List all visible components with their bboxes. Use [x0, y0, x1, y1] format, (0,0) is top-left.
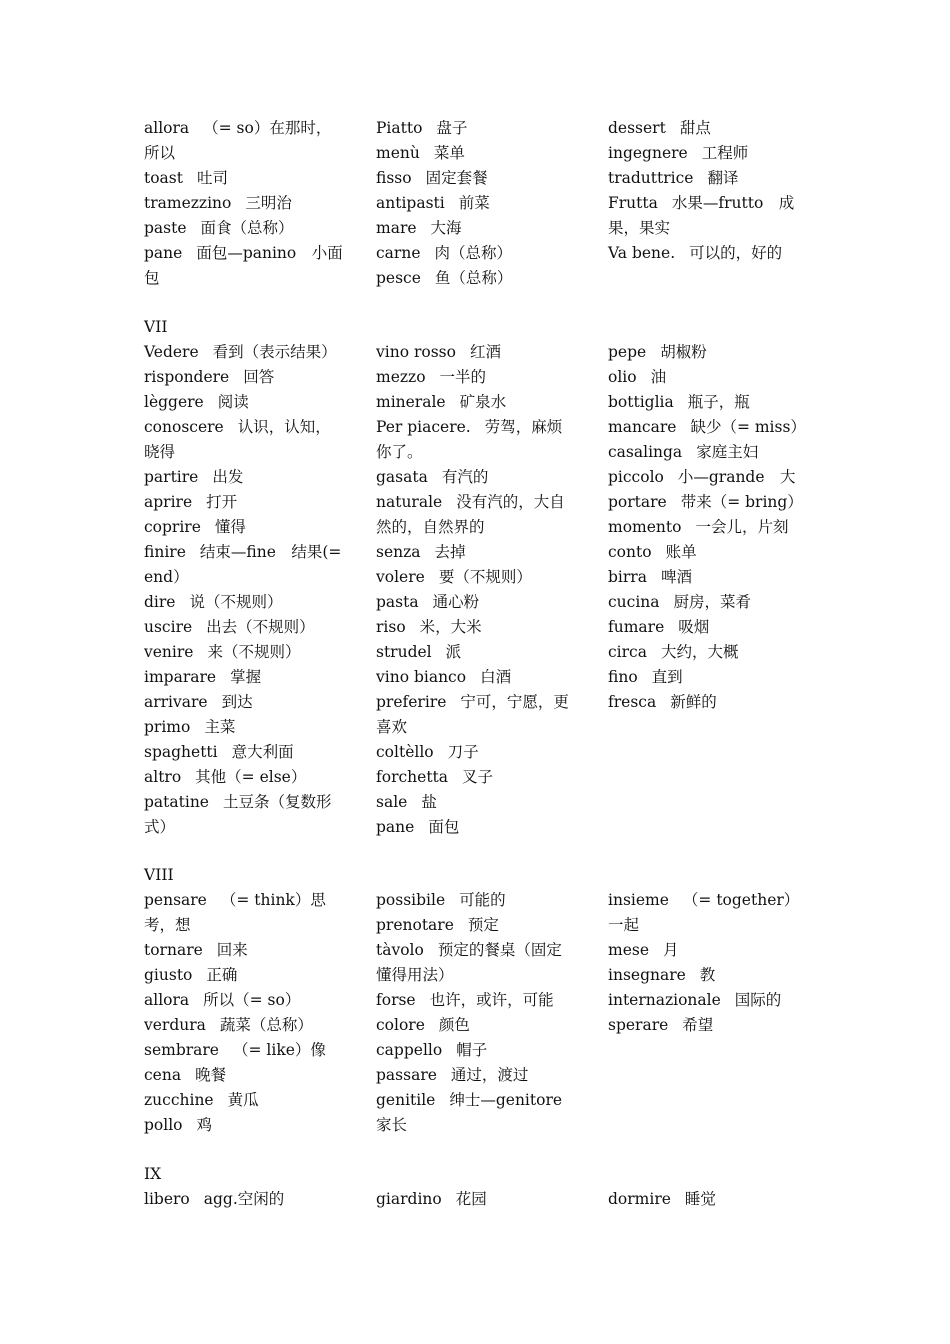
chinese-meaning: 红酒: [469, 343, 501, 361]
italian-word: internazionale: [608, 991, 721, 1009]
chinese-meaning: 所以（= so）: [203, 991, 301, 1009]
chinese-meaning: 面包—panino 小面包: [144, 244, 343, 287]
vocab-entry: [144, 615, 344, 640]
chinese-meaning: 其他（= else）: [195, 768, 307, 786]
italian-word: pepe: [608, 343, 647, 361]
vocab-column-1: [144, 340, 344, 840]
chinese-meaning: 白酒: [480, 668, 512, 686]
vocab-entry: [608, 888, 808, 938]
italian-word: allora: [144, 119, 190, 137]
chinese-meaning: 正确: [206, 966, 238, 984]
chinese-meaning: 回答: [243, 368, 275, 386]
chinese-meaning: 面包: [428, 818, 460, 836]
italian-word: sembrare: [144, 1041, 219, 1059]
chinese-meaning: 油: [650, 368, 667, 386]
italian-word: volere: [376, 568, 425, 586]
chinese-meaning: 鱼（总称）: [434, 269, 513, 287]
italian-word: allora: [144, 991, 190, 1009]
italian-word: fumare: [608, 618, 665, 636]
chinese-meaning: 一半的: [439, 368, 487, 386]
italian-word: Frutta: [608, 194, 658, 212]
vocab-entry: [376, 615, 576, 640]
vocab-entry: [144, 1187, 344, 1212]
chinese-meaning: 宁可，宁愿，更喜欢: [376, 693, 569, 736]
italian-word: casalinga: [608, 443, 683, 461]
chinese-meaning: 掌握: [230, 668, 262, 686]
vocab-entry: [608, 540, 808, 565]
italian-word: zucchine: [144, 1091, 214, 1109]
italian-word: rispondere: [144, 368, 230, 386]
italian-word: possibile: [376, 891, 446, 909]
vocab-entry: [376, 765, 576, 790]
chinese-meaning: 国际的: [734, 991, 782, 1009]
italian-word: prenotare: [376, 916, 454, 934]
chinese-meaning: 预定: [467, 916, 499, 934]
italian-word: antipasti: [376, 194, 445, 212]
vocab-entry: [376, 590, 576, 615]
vocab-column-1: [144, 888, 344, 1138]
vocab-entry: [144, 1038, 344, 1063]
italian-word: strudel: [376, 643, 432, 661]
italian-word: cappello: [376, 1041, 443, 1059]
vocab-column-3: [608, 340, 808, 715]
vocab-entry: [376, 191, 576, 216]
chinese-meaning: 通过，渡过: [450, 1066, 529, 1084]
chinese-meaning: 来（不规则）: [207, 643, 301, 661]
italian-word: libero: [144, 1190, 190, 1208]
vocab-entry: [376, 988, 576, 1013]
italian-word: bottiglia: [608, 393, 674, 411]
vocab-entry: [608, 963, 808, 988]
vocab-entry: [144, 490, 344, 515]
vocab-entry: [376, 1088, 576, 1138]
vocab-entry: [608, 390, 808, 415]
italian-word: Vedere: [144, 343, 199, 361]
vocab-entry: [376, 888, 576, 913]
italian-word: genitile: [376, 1091, 436, 1109]
italian-word: menù: [376, 144, 420, 162]
italian-word: minerale: [376, 393, 446, 411]
italian-word: birra: [608, 568, 647, 586]
chinese-meaning: 通心粉: [432, 593, 480, 611]
vocab-entry: [376, 1187, 576, 1212]
vocab-entry: [608, 490, 808, 515]
italian-word: mese: [608, 941, 649, 959]
italian-word: gasata: [376, 468, 428, 486]
vocab-entry: [608, 340, 808, 365]
vocab-entry: [144, 166, 344, 191]
vocab-entry: [376, 790, 576, 815]
chinese-meaning: 绅士—genitore 家长: [376, 1091, 578, 1134]
vocab-entry: [608, 191, 808, 241]
chinese-meaning: 出去（不规则）: [206, 618, 315, 636]
italian-word: giardino: [376, 1190, 442, 1208]
italian-word: pollo: [144, 1116, 183, 1134]
italian-word: verdura: [144, 1016, 206, 1034]
vocab-entry: [376, 390, 576, 415]
vocab-column-2: [376, 888, 576, 1138]
chinese-meaning: 土豆条（复数形式）: [144, 793, 332, 836]
vocab-column-3: [608, 1187, 808, 1212]
chinese-meaning: 鸡: [196, 1116, 213, 1134]
vocab-entry: [376, 1063, 576, 1088]
chinese-meaning: 意大利面: [231, 743, 294, 761]
italian-word: vino rosso: [376, 343, 456, 361]
vocab-entry: [144, 665, 344, 690]
italian-word: forchetta: [376, 768, 449, 786]
italian-word: mare: [376, 219, 417, 237]
chinese-meaning: 晚餐: [195, 1066, 227, 1084]
chinese-meaning: 要（不规则）: [438, 568, 532, 586]
italian-word: traduttrice: [608, 169, 694, 187]
chinese-meaning: 结束—fine 结果(= end）: [144, 543, 342, 586]
chinese-meaning: 一会儿，片刻: [695, 518, 789, 536]
vocab-entry: [376, 141, 576, 166]
italian-word: piccolo: [608, 468, 664, 486]
vocab-entry: [608, 665, 808, 690]
vocab-entry: [608, 465, 808, 490]
italian-word: Va bene.: [608, 244, 676, 262]
chinese-meaning: 肉（总称）: [434, 244, 513, 262]
italian-word: arrivare: [144, 693, 208, 711]
italian-word: naturale: [376, 493, 443, 511]
chinese-meaning: 大约，大概: [660, 643, 739, 661]
vocab-entry: [608, 241, 808, 266]
italian-word: pane: [144, 244, 183, 262]
vocab-entry: [608, 690, 808, 715]
italian-word: venire: [144, 643, 194, 661]
vocab-entry: [608, 515, 808, 540]
italian-word: insegnare: [608, 966, 686, 984]
italian-word: mancare: [608, 418, 677, 436]
chinese-meaning: 固定套餐: [425, 169, 488, 187]
chinese-meaning: 米，大米: [419, 618, 482, 636]
chinese-meaning: 回来: [216, 941, 248, 959]
chinese-meaning: 盘子: [436, 119, 468, 137]
chinese-meaning: 睡觉: [684, 1190, 716, 1208]
chinese-meaning: 三明治: [245, 194, 292, 212]
italian-word: sale: [376, 793, 408, 811]
chinese-meaning: 蔬菜（总称）: [219, 1016, 313, 1034]
italian-word: preferire: [376, 693, 447, 711]
vocab-entry: [376, 1013, 576, 1038]
italian-word: fisso: [376, 169, 412, 187]
italian-word: altro: [144, 768, 182, 786]
chinese-meaning: 瓶子，瓶: [687, 393, 750, 411]
chinese-meaning: 刀子: [447, 743, 479, 761]
chinese-meaning: 出发: [212, 468, 244, 486]
italian-word: giusto: [144, 966, 193, 984]
italian-word: conto: [608, 543, 652, 561]
vocab-entry: [376, 415, 576, 465]
vocab-entry: [144, 216, 344, 241]
vocab-entry: [144, 116, 344, 166]
italian-word: imparare: [144, 668, 217, 686]
vocab-entry: [376, 216, 576, 241]
vocab-entry: [608, 166, 808, 191]
chinese-meaning: 教: [699, 966, 716, 984]
chinese-meaning: 有汽的: [441, 468, 489, 486]
vocab-entry: [608, 590, 808, 615]
chinese-meaning: 可以的，好的: [689, 244, 783, 262]
vocab-entry: [144, 415, 344, 465]
vocab-entry: [376, 690, 576, 740]
chinese-meaning: 缺少（= miss）: [690, 418, 806, 436]
vocab-entry: [376, 540, 576, 565]
italian-word: pesce: [376, 269, 421, 287]
chinese-meaning: 叉子: [462, 768, 494, 786]
chinese-meaning: 大海: [430, 219, 462, 237]
italian-word: fresca: [608, 693, 657, 711]
chinese-meaning: 新鲜的: [670, 693, 717, 711]
italian-word: partire: [144, 468, 199, 486]
chinese-meaning: 胡椒粉: [660, 343, 707, 361]
italian-word: fino: [608, 668, 638, 686]
vocab-entry: [144, 1063, 344, 1088]
vocab-entry: [144, 963, 344, 988]
vocab-entry: [376, 815, 576, 840]
italian-word: coprire: [144, 518, 201, 536]
vocab-entry: [144, 690, 344, 715]
italian-word: passare: [376, 1066, 437, 1084]
vocab-entry: [144, 340, 344, 365]
vocab-entry: [144, 390, 344, 415]
vocab-entry: [144, 540, 344, 590]
italian-word: Piatto: [376, 119, 423, 137]
chinese-meaning: 阅读: [217, 393, 249, 411]
italian-word: aprire: [144, 493, 193, 511]
chinese-meaning: 水果—frutto 成果，果实: [608, 194, 795, 237]
italian-word: finire: [144, 543, 186, 561]
italian-word: colore: [376, 1016, 425, 1034]
chinese-meaning: 懂得: [214, 518, 246, 536]
vocab-entry: [376, 740, 576, 765]
chinese-meaning: 面食（总称）: [200, 219, 294, 237]
chinese-meaning: 主菜: [204, 718, 236, 736]
italian-word: dessert: [608, 119, 666, 137]
vocab-entry: [144, 191, 344, 216]
vocab-entry: [608, 116, 808, 141]
chinese-meaning: 吐司: [197, 169, 229, 187]
vocab-entry: [608, 988, 808, 1013]
chinese-meaning: 家庭主妇: [696, 443, 759, 461]
italian-word: conoscere: [144, 418, 224, 436]
vocab-entry: [376, 565, 576, 590]
chinese-meaning: 月: [663, 941, 679, 959]
italian-word: carne: [376, 244, 421, 262]
vocab-column-1: [144, 1187, 344, 1212]
vocab-entry: [608, 565, 808, 590]
chinese-meaning: 厨房，菜肴: [673, 593, 752, 611]
chinese-meaning: 希望: [682, 1016, 714, 1034]
vocab-entry: [144, 988, 344, 1013]
italian-word: pane: [376, 818, 415, 836]
chinese-meaning: 矿泉水: [459, 393, 507, 411]
vocab-entry: [144, 640, 344, 665]
italian-word: tramezzino: [144, 194, 232, 212]
section-heading-vii: VII: [144, 318, 168, 336]
vocab-entry: [376, 365, 576, 390]
chinese-meaning: （= together）一起: [608, 891, 800, 934]
italian-word: toast: [144, 169, 183, 187]
italian-word: dormire: [608, 1190, 671, 1208]
italian-word: tàvolo: [376, 941, 424, 959]
vocab-entry: [144, 365, 344, 390]
vocab-entry: [144, 888, 344, 938]
chinese-meaning: 翻译: [707, 169, 739, 187]
chinese-meaning: 菜单: [433, 144, 465, 162]
vocab-entry: [376, 1038, 576, 1063]
vocab-entry: [144, 938, 344, 963]
italian-word: circa: [608, 643, 647, 661]
vocab-entry: [608, 615, 808, 640]
italian-word: patatine: [144, 793, 209, 811]
italian-word: insieme: [608, 891, 669, 909]
section-heading-ix: IX: [144, 1165, 162, 1183]
chinese-meaning: 工程师: [701, 144, 749, 162]
chinese-meaning: 到达: [221, 693, 253, 711]
vocab-entry: [144, 1113, 344, 1138]
vocab-entry: [608, 141, 808, 166]
chinese-meaning: 说（不规则）: [189, 593, 283, 611]
vocab-entry: [144, 740, 344, 765]
vocab-column-3: [608, 116, 808, 266]
chinese-meaning: 吸烟: [678, 618, 710, 636]
chinese-meaning: （= like）像: [232, 1041, 326, 1059]
vocab-column-2: [376, 1187, 576, 1212]
vocab-entry: [376, 490, 576, 540]
section-heading-viii: VIII: [144, 866, 174, 884]
chinese-meaning: 直到: [651, 668, 683, 686]
vocab-entry: [144, 465, 344, 490]
italian-word: forse: [376, 991, 416, 1009]
italian-word: dire: [144, 593, 176, 611]
italian-word: olio: [608, 368, 637, 386]
italian-word: spaghetti: [144, 743, 218, 761]
italian-word: ingegnere: [608, 144, 688, 162]
vocab-entry: [376, 465, 576, 490]
italian-word: pasta: [376, 593, 419, 611]
vocab-entry: [608, 415, 808, 440]
vocab-entry: [144, 765, 344, 790]
italian-word: momento: [608, 518, 682, 536]
vocab-entry: [144, 790, 344, 840]
chinese-meaning: 去掉: [434, 543, 466, 561]
italian-word: pensare: [144, 891, 207, 909]
italian-word: coltèllo: [376, 743, 434, 761]
chinese-meaning: 可能的: [459, 891, 506, 909]
chinese-meaning: 前菜: [458, 194, 490, 212]
chinese-meaning: 打开: [206, 493, 238, 511]
chinese-meaning: 劳驾，麻烦你了。: [376, 418, 563, 461]
vocab-entry: [608, 938, 808, 963]
vocab-entry: [144, 590, 344, 615]
vocab-entry: [144, 241, 344, 291]
chinese-meaning: 啤酒: [660, 568, 692, 586]
vocab-entry: [376, 166, 576, 191]
vocab-entry: [144, 515, 344, 540]
chinese-meaning: 没有汽的，大自然的，自然界的: [376, 493, 565, 536]
vocab-entry: [376, 665, 576, 690]
vocab-entry: [376, 938, 576, 988]
chinese-meaning: （= think）思考，想: [144, 891, 326, 934]
chinese-meaning: 帽子: [456, 1041, 488, 1059]
italian-word: uscire: [144, 618, 193, 636]
vocab-entry: [376, 913, 576, 938]
vocab-entry: [608, 365, 808, 390]
italian-word: vino bianco: [376, 668, 467, 686]
chinese-meaning: 认识，认知，晓得: [144, 418, 331, 461]
chinese-meaning: 甜点: [679, 119, 711, 137]
vocab-entry: [376, 241, 576, 266]
chinese-meaning: 花园: [455, 1190, 487, 1208]
vocab-entry: [376, 266, 576, 291]
italian-word: cucina: [608, 593, 660, 611]
chinese-meaning: agg.空闲的: [203, 1190, 285, 1208]
italian-word: riso: [376, 618, 406, 636]
chinese-meaning: 黄瓜: [227, 1091, 259, 1109]
vocab-column-2: [376, 340, 576, 840]
vocab-entry: [376, 116, 576, 141]
italian-word: sperare: [608, 1016, 669, 1034]
vocab-entry: [376, 340, 576, 365]
italian-word: tornare: [144, 941, 203, 959]
vocab-entry: [608, 1013, 808, 1038]
chinese-meaning: （= so）在那时，所以: [144, 119, 332, 162]
chinese-meaning: 看到（表示结果）: [212, 343, 337, 361]
vocab-entry: [144, 1013, 344, 1038]
italian-word: portare: [608, 493, 667, 511]
vocab-column-3: [608, 888, 808, 1038]
chinese-meaning: 也许，或许，可能: [429, 991, 554, 1009]
chinese-meaning: 盐: [421, 793, 437, 811]
chinese-meaning: 账单: [665, 543, 697, 561]
chinese-meaning: 预定的餐桌（固定懂得用法）: [376, 941, 562, 984]
italian-word: senza: [376, 543, 421, 561]
vocab-column-1: [144, 116, 344, 291]
vocab-entry: [144, 1088, 344, 1113]
vocab-entry: [608, 440, 808, 465]
italian-word: cena: [144, 1066, 182, 1084]
vocab-entry: [608, 640, 808, 665]
italian-word: lèggere: [144, 393, 204, 411]
italian-word: Per piacere.: [376, 418, 471, 436]
chinese-meaning: 小—grande 大: [677, 468, 796, 486]
italian-word: primo: [144, 718, 191, 736]
chinese-meaning: 带来（= bring）: [680, 493, 803, 511]
vocab-column-2: [376, 116, 576, 291]
vocab-entry: [608, 1187, 808, 1212]
vocab-entry: [376, 640, 576, 665]
chinese-meaning: 颜色: [438, 1016, 470, 1034]
chinese-meaning: 派: [445, 643, 462, 661]
vocab-entry: [144, 715, 344, 740]
italian-word: paste: [144, 219, 187, 237]
italian-word: mezzo: [376, 368, 426, 386]
